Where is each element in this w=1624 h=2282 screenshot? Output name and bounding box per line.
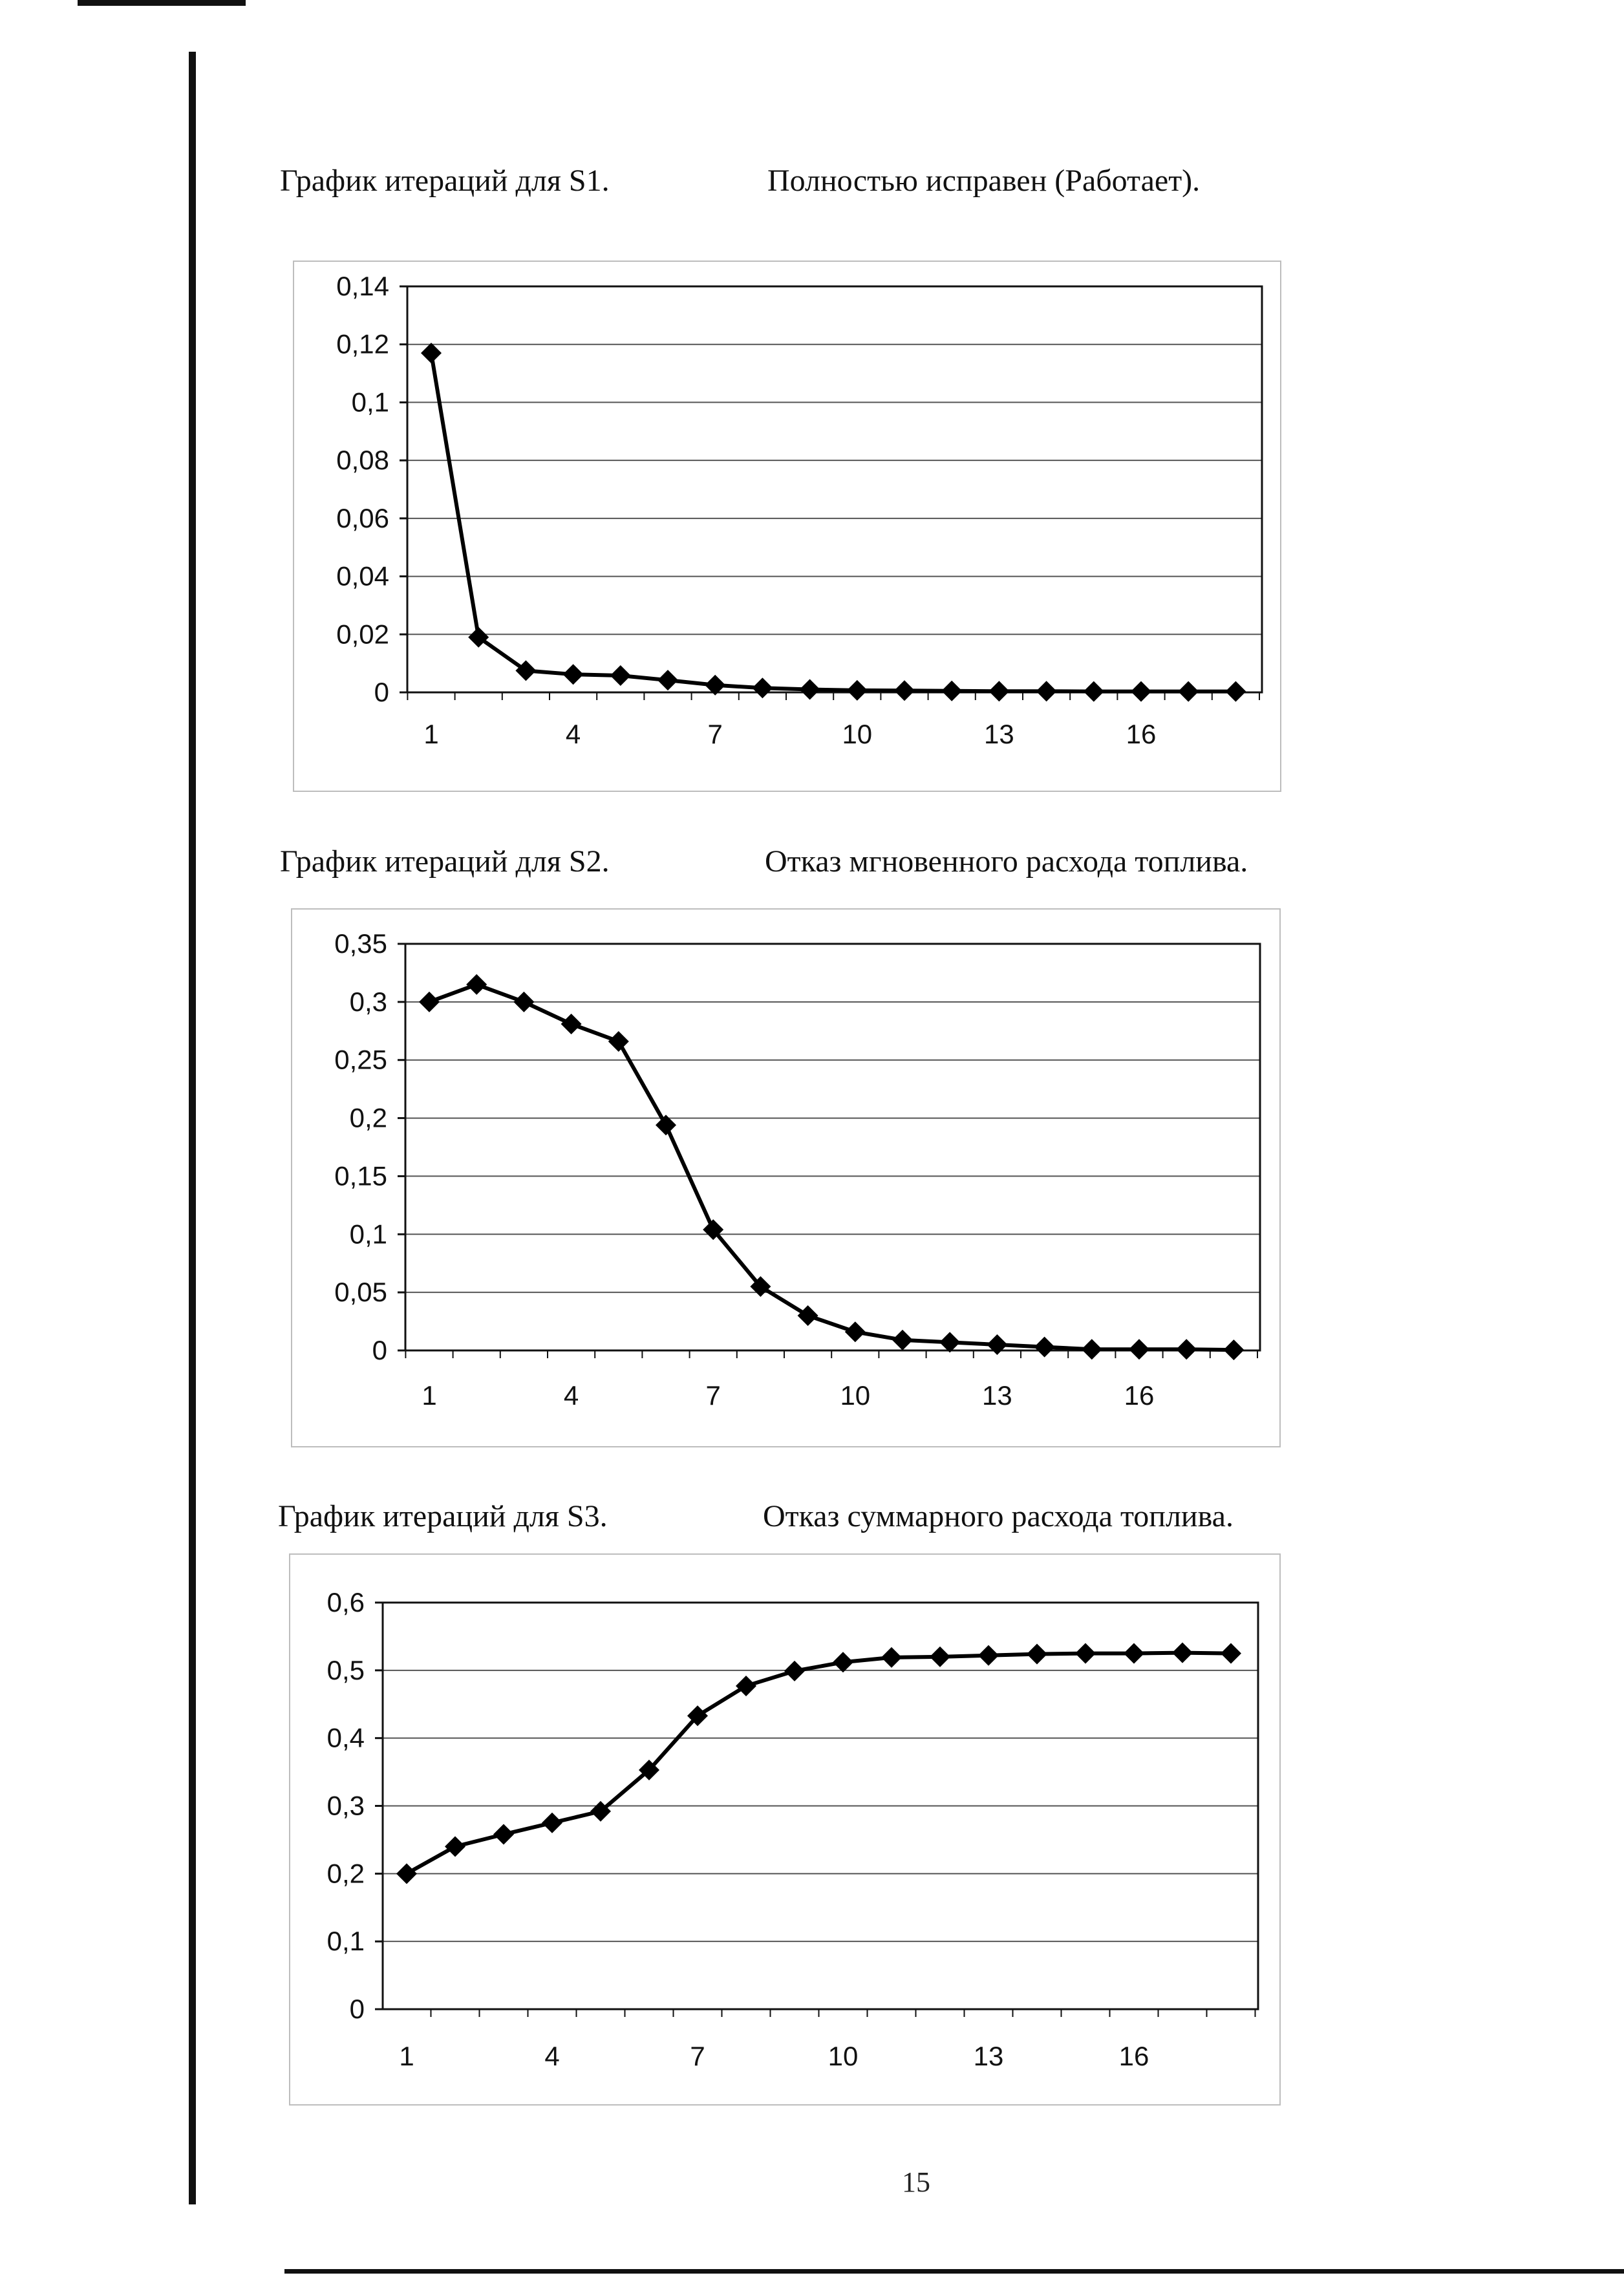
chart-3-x-tick-label: 10 [828, 2041, 859, 2071]
chart-3-data-point [833, 1652, 853, 1672]
chart-3-x-tick-label: 7 [690, 2041, 705, 2071]
chart-3-y-tick-label: 0,4 [326, 1722, 365, 1753]
chart-3-data-point [396, 1863, 417, 1884]
chart-3-y-tick-label: 0 [349, 1994, 365, 2024]
chart-3-data-point [1075, 1643, 1096, 1664]
chart-3-x-tick-label: 1 [399, 2041, 414, 2071]
chart-2-y-tick-label: 0 [372, 1335, 387, 1365]
chart-1-y-tick-label: 0,08 [336, 445, 389, 476]
chart-3-y-tick-label: 0,6 [326, 1587, 365, 1617]
chart-2-data-point [419, 992, 440, 1012]
chart-2-data-point [608, 1031, 629, 1052]
chart-3-x-tick-label: 4 [544, 2041, 560, 2071]
chart-1-data-point [657, 670, 678, 690]
chart-2-data-point [1223, 1339, 1244, 1360]
chart-2-y-tick-label: 0,05 [334, 1277, 387, 1308]
chart-3-data-point [978, 1645, 999, 1666]
chart-1-data-point [894, 680, 915, 701]
chart-1-x-tick-label: 1 [423, 719, 439, 749]
chart-3-x-tick-label: 16 [1118, 2041, 1149, 2071]
chart-2-y-tick-label: 0,15 [334, 1160, 387, 1191]
chart-2-y-tick-label: 0,1 [349, 1219, 387, 1250]
chart-2-data-point [987, 1334, 1007, 1355]
chart-1-y-tick-label: 0,12 [336, 328, 389, 359]
chart-2-svg [292, 910, 1279, 1446]
chart-1-y-tick-label: 0,02 [336, 619, 389, 650]
chart-2-data-point [513, 992, 534, 1012]
chart-1-heading-label: График итераций для S1. [280, 164, 610, 198]
chart-3-data-point [1221, 1643, 1241, 1664]
chart-3-data-point [784, 1661, 805, 1681]
chart-3-svg [290, 1555, 1279, 2104]
chart-1-x-tick-label: 16 [1126, 719, 1157, 749]
chart-3-x-tick-label: 13 [973, 2041, 1004, 2071]
chart-1-y-tick-label: 0,1 [351, 387, 389, 418]
chart-3-heading-desc: Отказ суммарного расхода топлива. [763, 1499, 1234, 1533]
scan-bottom-edge [284, 2269, 1624, 2274]
chart-2-y-tick-label: 0,25 [334, 1044, 387, 1075]
chart-2-data-point [1082, 1339, 1102, 1360]
chart-1-heading-desc: Полностью исправен (Работает). [767, 164, 1201, 198]
chart-1-x-tick-label: 4 [565, 719, 581, 749]
chart-2-data-point [798, 1305, 818, 1326]
chart-1-y-tick-label: 0 [374, 677, 389, 707]
chart-1-x-tick-label: 7 [707, 719, 723, 749]
chart-3-data-point [1027, 1644, 1047, 1665]
chart-1-data-point [1225, 681, 1246, 702]
chart-2-x-tick-label: 10 [840, 1380, 871, 1411]
chart-2-x-tick-label: 13 [982, 1380, 1012, 1411]
chart-3-y-tick-label: 0,1 [326, 1926, 365, 1957]
page-number: 15 [902, 2166, 930, 2198]
chart-1-data-point [563, 664, 584, 685]
chart-2-heading-desc: Отказ мгновенного расхода топлива. [765, 844, 1248, 879]
chart-2-y-tick-label: 0,3 [349, 986, 387, 1017]
chart-3-data-point [445, 1836, 465, 1857]
chart-1-data-point [1131, 681, 1151, 702]
chart-3-data-point [881, 1647, 902, 1668]
chart-2-x-tick-label: 16 [1124, 1380, 1155, 1411]
chart-1-x-tick-label: 13 [984, 719, 1014, 749]
scan-binding-edge [189, 52, 196, 2204]
chart-1-data-point [941, 681, 962, 701]
chart-2 [291, 908, 1281, 1447]
chart-2-y-tick-label: 0,35 [334, 928, 387, 959]
chart-3-data-point [542, 1813, 562, 1833]
chart-1 [293, 261, 1281, 792]
chart-3-y-tick-label: 0,3 [326, 1790, 365, 1821]
chart-3-series-line [407, 1653, 1231, 1874]
chart-1-data-point [610, 665, 631, 686]
chart-3-heading-label: График итераций для S3. [278, 1499, 608, 1533]
chart-3-data-point [493, 1824, 514, 1845]
chart-1-data-point [1178, 681, 1199, 702]
chart-2-x-tick-label: 7 [705, 1380, 721, 1411]
chart-2-data-point [1176, 1339, 1197, 1360]
chart-1-data-point [421, 343, 442, 363]
chart-3-y-tick-label: 0,5 [326, 1654, 365, 1685]
chart-2-heading-label: График итераций для S2. [280, 844, 610, 879]
chart-2-data-point [1129, 1339, 1149, 1360]
chart-2-series-line [429, 985, 1234, 1350]
chart-2-x-tick-label: 4 [563, 1380, 579, 1411]
chart-3 [289, 1553, 1281, 2106]
chart-1-plot-area [407, 286, 1262, 692]
chart-1-data-point [800, 679, 820, 700]
chart-2-data-point [561, 1014, 582, 1034]
chart-1-data-point [1084, 681, 1104, 702]
chart-3-data-point [1124, 1643, 1144, 1664]
chart-1-data-point [847, 680, 868, 701]
chart-2-data-point [892, 1330, 913, 1350]
chart-1-y-tick-label: 0,14 [336, 271, 389, 301]
chart-3-data-point [930, 1647, 950, 1667]
chart-1-series-line [431, 353, 1235, 691]
chart-2-data-point [466, 974, 487, 995]
chart-1-x-tick-label: 10 [842, 719, 873, 749]
chart-1-data-point [1036, 681, 1057, 701]
chart-3-y-tick-label: 0,2 [326, 1858, 365, 1889]
chart-3-data-point [736, 1676, 756, 1696]
chart-2-data-point [845, 1321, 866, 1342]
chart-1-svg [294, 262, 1280, 791]
chart-3-data-point [1172, 1643, 1193, 1663]
chart-2-x-tick-label: 1 [422, 1380, 437, 1411]
chart-2-data-point [1034, 1337, 1055, 1358]
chart-1-y-tick-label: 0,06 [336, 502, 389, 533]
chart-1-data-point [752, 677, 773, 698]
chart-1-data-point [988, 681, 1009, 701]
chart-2-y-tick-label: 0,2 [349, 1102, 387, 1133]
scan-top-mark [78, 0, 246, 6]
chart-1-y-tick-label: 0,04 [336, 560, 389, 592]
